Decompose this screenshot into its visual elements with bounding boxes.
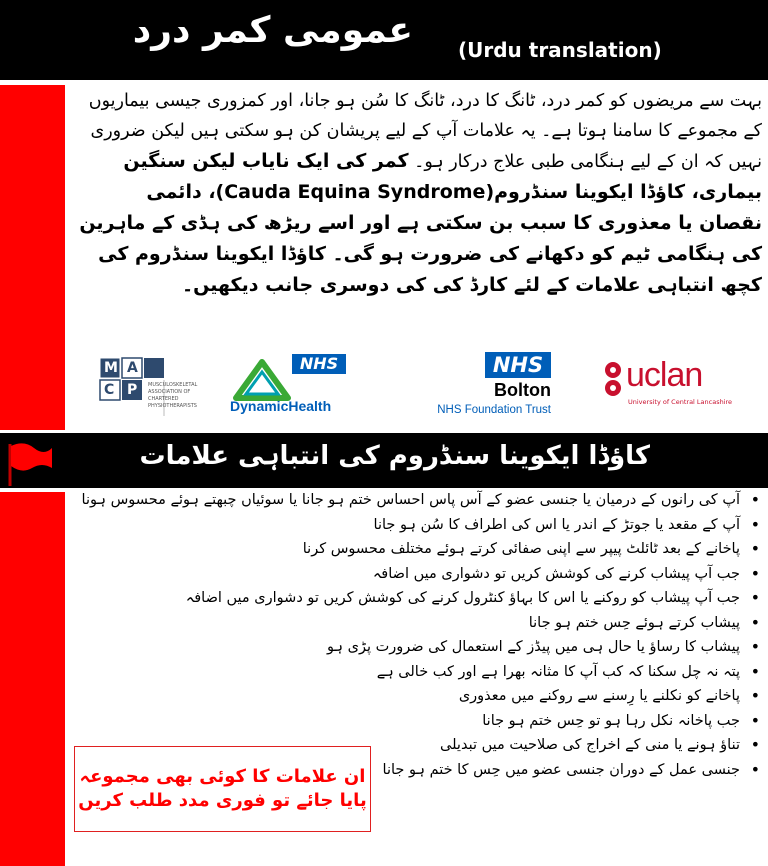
header-bar — [0, 0, 768, 80]
macp-letter: C — [104, 382, 115, 398]
bolton-trust: NHS Foundation Trust — [437, 404, 551, 416]
uclan-wordmark: uclan — [626, 356, 703, 394]
page-subtitle: (Urdu translation) — [458, 38, 662, 62]
macp-logo — [98, 356, 208, 416]
uclan-logo — [598, 356, 748, 422]
list-item: • جب پاخانہ نکل رہا ہو تو حِس ختم ہو جانا — [70, 711, 762, 731]
nhs-badge: NHS — [292, 354, 346, 374]
red-side-strip — [0, 85, 65, 430]
intro-warning-text: کمر کی ایک نایاب لیکن سنگین بیماری، کاؤڈا ایکوینا سنڈروم(Cauda Equina Syndrome)، دائمی نقصان یا معذوری کا سبب بن سکتی ہے اور اسے ریڑھ کی ہڈی کے ماہرین کی ہنگامی ٹیم کو دکھانے کی ضرورت ہو گی۔ کاؤڈا ایکوینا سنڈروم کی کچھ انتباہی علامات کے لئے کارڈ کی کی دوسری جانب دیکھیں۔ — [79, 150, 762, 296]
dynamic-health-icon — [232, 358, 292, 402]
uclan-caption: University of Central Lancashire — [628, 398, 733, 406]
list-item: • تناؤ ہونے یا منی کے اخراج کی صلاحیت میں تبدیلی — [70, 735, 762, 755]
urgent-help-callout — [74, 746, 371, 832]
list-item: • پتہ نہ چل سکنا کہ کب آپ کا مثانہ بھرا ہے اور کب خالی ہے — [70, 662, 762, 682]
list-item: • پاخانے کو نکلنے یا رِسنے سے روکنے میں معذوری — [70, 686, 762, 706]
macp-letter: M — [104, 360, 118, 376]
list-item: • جب آپ پیشاب کرنے کی کوشش کریں تو دشواری میں اضافہ — [70, 564, 762, 584]
callout-text: ان علامات کا کوئی بھی مجموعہ پایا جائے تو فوری مدد طلب کریں — [78, 766, 367, 811]
intro-paragraph — [78, 86, 762, 301]
red-side-strip — [0, 492, 65, 866]
bolton-nhs-badge: NHS — [485, 352, 551, 378]
logo-row — [78, 352, 762, 422]
uclan-rose-icon — [602, 360, 624, 400]
dynamic-health-text: DynamicHealth — [230, 398, 332, 414]
macp-letter: A — [127, 360, 138, 376]
list-item: • پاخانے کے بعد ٹائلٹ پیپر سے اپنی صفائی کرتے ہوئے مختلف محسوس کرنا — [70, 539, 762, 559]
list-item: • آپ کے مقعد یا جوتڑ کے اندر یا اس کی اطراف کا سُن ہو جانا — [70, 515, 762, 535]
section-title: کاؤڈا ایکوینا سنڈروم کی انتباہی علامات — [139, 441, 650, 471]
page-title: عمومی کمر درد — [132, 10, 413, 51]
list-item: • جنسی عمل کے دوران جنسی عضو میں حِس کا ختم ہو جانا — [70, 760, 762, 780]
list-item: • جب آپ پیشاب کو روکنے یا اس کا بہاؤ کنٹرول کرنے کی کوشش کریں تو دشواری میں اضافہ — [70, 588, 762, 608]
list-item: • پیشاب کرتے ہوئے حِس ختم ہو جانا — [70, 613, 762, 633]
macp-letter: P — [127, 382, 138, 398]
section-header-bar — [0, 433, 768, 488]
macp-caption: MUSCULOSKELETAL ASSOCIATION OF CHARTERED PHYSIOTHERAPISTS — [148, 382, 198, 409]
list-item: • پیشاب کا رساؤ یا حال ہی میں پیڈز کے استعمال کی ضرورت پڑی ہو — [70, 637, 762, 657]
symptom-list — [70, 490, 762, 784]
dynamic-health-logo — [230, 352, 355, 420]
bolton-name: Bolton — [494, 380, 551, 400]
intro-text: بہت سے مریضوں کو کمر درد، ٹانگ کا درد، ٹانگ کا سُن ہو جانا، اور کمزوری جیسی بیماریوں کے مجموعے کا سامنا ہوتا ہے۔ یہ علامات آپ کے لیے پریشان کن ہو سکتی ہیں لیکن ضروری نہیں کہ ان کے لیے ہنگامی طبی علاج درکار ہو۔ — [88, 91, 762, 172]
list-item: • آپ کی رانوں کے درمیان یا جنسی عضو کے آس پاس احساس ختم ہو جانا یا سوئیاں چبھتے ہوئے محسوس ہونا — [70, 490, 762, 510]
bolton-nhs-logo — [416, 352, 551, 422]
red-flag-icon — [6, 440, 54, 490]
